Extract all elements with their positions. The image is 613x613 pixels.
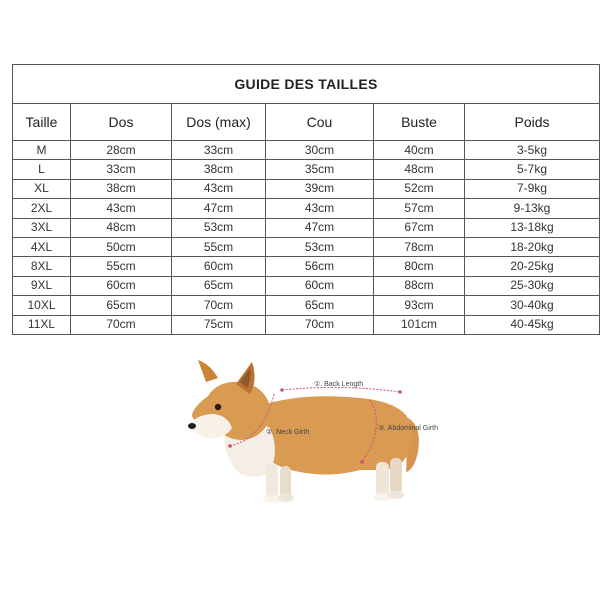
abdominal-girth-label: ③. Abdominal Girth <box>378 425 438 432</box>
column-header: Poids <box>465 104 600 141</box>
table-cell: 43cm <box>172 179 266 198</box>
abdominal-girth-endpoint <box>360 460 364 464</box>
table-cell: 48cm <box>71 218 172 237</box>
table-cell: 28cm <box>71 141 172 160</box>
neck-girth-endpoint <box>228 444 232 448</box>
dog-paw <box>278 494 294 502</box>
table-cell: 25-30kg <box>465 276 600 295</box>
table-cell: 88cm <box>374 276 465 295</box>
dog-ear-left <box>198 360 218 382</box>
table-cell: 10XL <box>13 296 71 315</box>
column-header: Dos <box>71 104 172 141</box>
table-cell: M <box>13 141 71 160</box>
table-cell: 53cm <box>266 237 374 256</box>
dog-back-leg-left <box>376 462 389 496</box>
back-length-endpoint <box>398 390 402 394</box>
table-cell: 52cm <box>374 179 465 198</box>
table-cell: 43cm <box>266 199 374 218</box>
table-row <box>13 296 600 315</box>
table-cell: 39cm <box>266 179 374 198</box>
table-cell: 65cm <box>266 296 374 315</box>
table-cell: 93cm <box>374 296 465 315</box>
table-cell: 9XL <box>13 276 71 295</box>
table-cell: 30cm <box>266 141 374 160</box>
table-row <box>13 237 600 256</box>
table-cell: 5-7kg <box>465 160 600 179</box>
table-cell: 48cm <box>374 160 465 179</box>
table-cell: 70cm <box>71 315 172 334</box>
table-cell: 57cm <box>374 199 465 218</box>
table-cell: 55cm <box>71 257 172 276</box>
table-cell: 101cm <box>374 315 465 334</box>
table-cell: 53cm <box>172 218 266 237</box>
table-row <box>13 179 600 198</box>
table-cell: 38cm <box>172 160 266 179</box>
table-cell: 2XL <box>13 199 71 218</box>
table-cell: 11XL <box>13 315 71 334</box>
table-cell: 4XL <box>13 237 71 256</box>
table-cell: 70cm <box>266 315 374 334</box>
size-guide-table <box>12 64 600 335</box>
column-header: Dos (max) <box>172 104 266 141</box>
table-cell: 13-18kg <box>465 218 600 237</box>
table-cell: XL <box>13 179 71 198</box>
table-cell: 60cm <box>172 257 266 276</box>
table-cell: L <box>13 160 71 179</box>
column-header: Buste <box>374 104 465 141</box>
table-cell: 70cm <box>172 296 266 315</box>
dog-front-leg-left <box>266 464 278 498</box>
table-cell: 8XL <box>13 257 71 276</box>
table-cell: 60cm <box>71 276 172 295</box>
table-cell: 78cm <box>374 237 465 256</box>
table-cell: 3XL <box>13 218 71 237</box>
table-cell: 80cm <box>374 257 465 276</box>
table-cell: 50cm <box>71 237 172 256</box>
table-cell: 35cm <box>266 160 374 179</box>
table-row <box>13 199 600 218</box>
table-cell: 43cm <box>71 199 172 218</box>
table-row <box>13 160 600 179</box>
back-length-endpoint <box>280 388 284 392</box>
table-cell: 55cm <box>172 237 266 256</box>
table-cell: 38cm <box>71 179 172 198</box>
table-title: GUIDE DES TAILLES <box>13 65 600 104</box>
dog-back-leg-right <box>390 458 402 494</box>
table-cell: 75cm <box>172 315 266 334</box>
column-header: Cou <box>266 104 374 141</box>
table-cell: 67cm <box>374 218 465 237</box>
table-cell: 33cm <box>71 160 172 179</box>
table-cell: 40-45kg <box>465 315 600 334</box>
table-header-row <box>13 104 600 141</box>
neck-girth-label: ②. Neck Girth <box>266 429 310 436</box>
table-cell: 30-40kg <box>465 296 600 315</box>
table-cell: 65cm <box>172 276 266 295</box>
back-length-line <box>282 387 400 392</box>
table-cell: 60cm <box>266 276 374 295</box>
table-row <box>13 276 600 295</box>
back-length-label: ①. Back Length <box>314 381 364 388</box>
table-cell: 65cm <box>71 296 172 315</box>
table-cell: 56cm <box>266 257 374 276</box>
column-header: Taille <box>13 104 71 141</box>
table-cell: 7-9kg <box>465 179 600 198</box>
dog-paw <box>388 491 404 499</box>
table-row <box>13 218 600 237</box>
table-cell: 40cm <box>374 141 465 160</box>
table-cell: 3-5kg <box>465 141 600 160</box>
dog-front-leg-right <box>280 466 291 498</box>
table-row <box>13 141 600 160</box>
table-cell: 20-25kg <box>465 257 600 276</box>
table-title-row <box>13 65 600 104</box>
table-cell: 47cm <box>266 218 374 237</box>
table-body <box>13 141 600 335</box>
dog-nose <box>188 423 196 429</box>
dog-measurement-illustration <box>180 352 440 512</box>
table-row <box>13 257 600 276</box>
table-cell: 18-20kg <box>465 237 600 256</box>
dog-eye <box>215 404 221 410</box>
table-cell: 9-13kg <box>465 199 600 218</box>
table-cell: 33cm <box>172 141 266 160</box>
table-row <box>13 315 600 334</box>
table-cell: 47cm <box>172 199 266 218</box>
